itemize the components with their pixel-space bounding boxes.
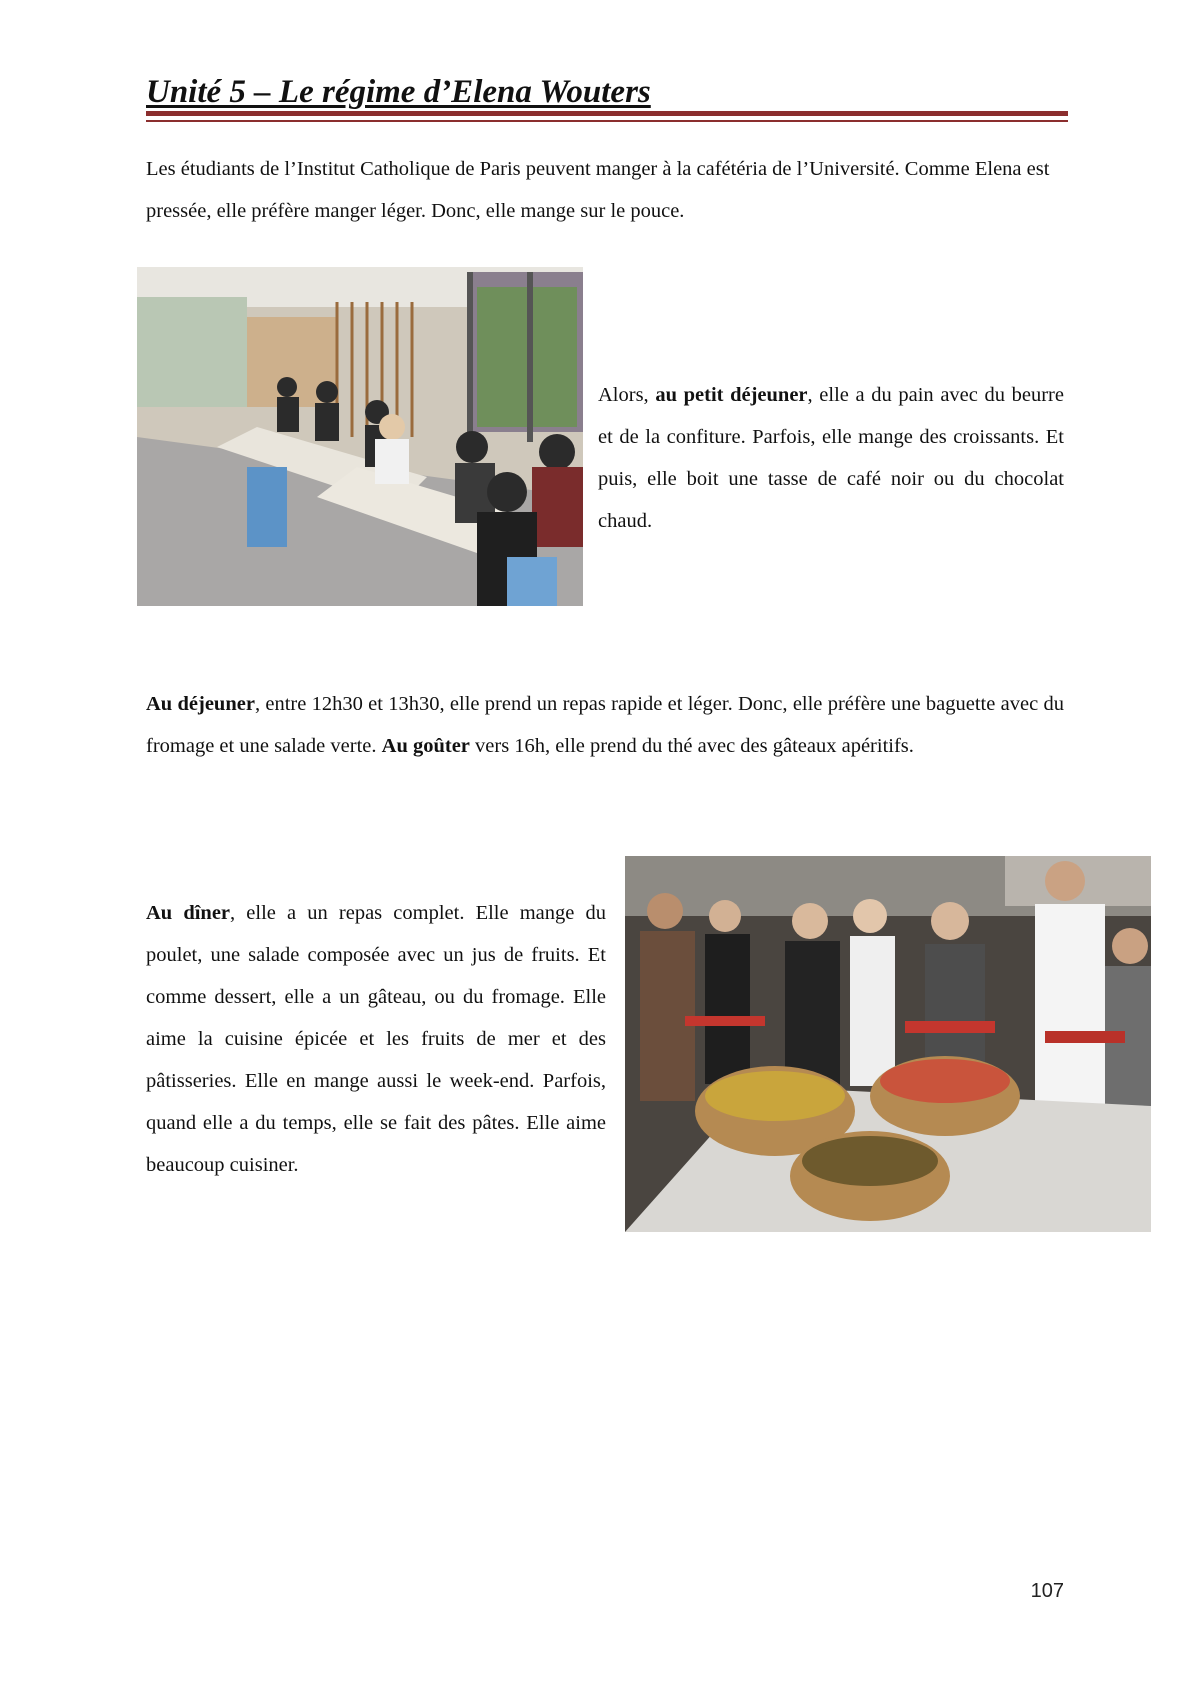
page-title: Unité 5 – Le régime d’Elena Wouters [146,74,651,110]
lunch-text: , entre 12h30 et 13h30, elle prend un repas rapide et léger. Donc, elle préfère une baguette avec du fromage et une salade verte. [146,693,1064,757]
title-rule-thick [146,111,1068,116]
breakfast-bold: au petit déjeuner [655,384,808,406]
cafeteria-queue-fruit-photo [625,856,1151,1232]
page-number: 107 [1030,1580,1064,1602]
breakfast-text: , elle a du pain avec du beurre et de la confiture. Parfois, elle mange des croissants. Et puis, elle boit une tasse de café noir ou du chocolat chaud. [598,384,1064,532]
lunch-paragraph [146,683,1064,767]
lunch-bold: Au déjeuner [146,693,255,715]
snack-text: vers 16h, elle prend du thé avec des gâteaux apéritifs. [469,735,914,757]
breakfast-lead: Alors, [598,384,656,406]
cafeteria-students-photo [137,267,583,606]
breakfast-paragraph [598,374,1064,542]
dinner-paragraph [146,892,606,1186]
dinner-bold: Au dîner [146,902,231,924]
snack-bold: Au goûter [381,735,470,757]
intro-paragraph: Les étudiants de l’Institut Catholique de Paris peuvent manger à la cafétéria de l’Université. Comme Elena est pressée, elle préfère manger léger. Donc, elle mange sur le pouce. [146,158,1050,222]
dinner-text: , elle a un repas complet. Elle mange du poulet, une salade composée avec un jus de fruits. Et comme dessert, elle a un gâteau, ou du fromage. Elle aime la cuisine épicée et les fruits de mer et des pâtisseries. Elle en mange aussi le week-end. Parfois, quand elle a du temps, elle se fait des pâtes. Elle aime beaucoup cuisiner. [146,902,606,1176]
title-rule-thin [146,120,1068,122]
